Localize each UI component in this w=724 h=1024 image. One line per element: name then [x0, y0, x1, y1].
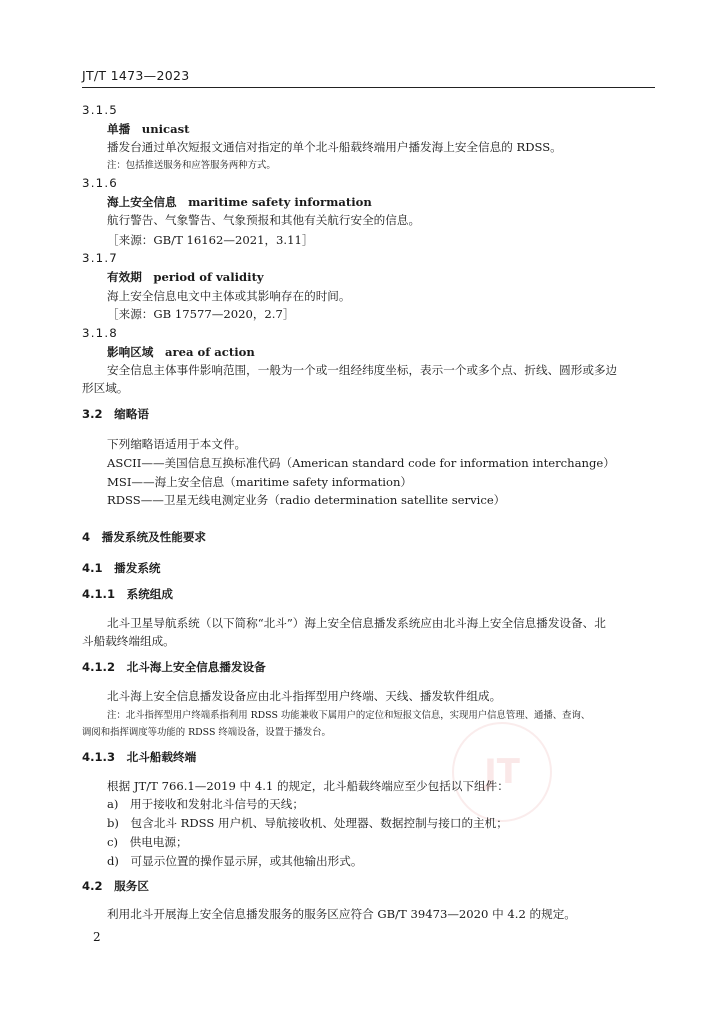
shipborne-terminal-intro: 根据 JT/T 766.1—2019 中 4.1 的规定，北斗船载终端应至少包括以下组件： — [107, 779, 509, 793]
clause-number-3-1-8: 3.1.8 — [82, 326, 119, 340]
list-item: b) 包含北斗 RDSS 用户机、导航接收机、处理器、数据控制与接口的主机； — [107, 816, 508, 830]
broadcast-equipment-note-line2: 调阅和指挥调度等功能的 RDSS 终端设备，设置于播发台。 — [82, 727, 331, 738]
system-composition-line1: 北斗卫星导航系统（以下简称“北斗”）海上安全信息播发系统应由北斗海上安全信息播发设备、北 — [107, 616, 606, 630]
watermark-seal: JT — [452, 722, 552, 822]
definition-area-line1: 安全信息主体事件影响范围，一般为一个或一组经纬度坐标，表示一个或多个点、折线、圆形或多边 — [107, 363, 618, 377]
section-heading-4: 4 播发系统及性能要求 — [82, 530, 207, 544]
source-msi: ［来源：GB/T 16162—2021，3.11］ — [107, 233, 314, 247]
note-unicast: 注：包括推送服务和应答服务两种方式。 — [107, 160, 276, 171]
list-item: c) 供电电源； — [107, 835, 188, 849]
definition-validity: 海上安全信息电文中主体或其影响存在的时间。 — [107, 289, 351, 303]
service-area-text: 利用北斗开展海上安全信息播发服务的服务区应符合 GB/T 39473—2020 中 4.2 的规定。 — [107, 907, 576, 921]
section-heading-3-2: 3.2 缩略语 — [82, 407, 149, 421]
section-heading-4-1-1: 4.1.1 系统组成 — [82, 587, 173, 601]
clause-number-3-1-5: 3.1.5 — [82, 103, 119, 117]
abbreviation-msi: MSI——海上安全信息（maritime safety information） — [107, 475, 413, 489]
source-validity: ［来源：GB 17577—2020，2.7］ — [107, 307, 295, 321]
list-item: d) 可显示位置的操作显示屏，或其他输出形式。 — [107, 854, 363, 868]
broadcast-equipment-text: 北斗海上安全信息播发设备应由北斗指挥型用户终端、天线、播发软件组成。 — [107, 689, 502, 703]
term-area-of-action: 影响区域 area of action — [107, 345, 255, 359]
page-number: 2 — [93, 930, 101, 944]
definition-unicast: 播发台通过单次短报文通信对指定的单个北斗船载终端用户播发海上安全信息的 RDSS。 — [107, 140, 562, 154]
clause-number-3-1-7: 3.1.7 — [82, 251, 119, 265]
term-unicast: 单播 unicast — [107, 122, 190, 136]
list-item: a) 用于接收和发射北斗信号的天线； — [107, 797, 304, 811]
definition-area-line2: 形区域。 — [82, 381, 129, 395]
clause-number-3-1-6: 3.1.6 — [82, 176, 119, 190]
term-validity: 有效期 period of validity — [107, 270, 264, 284]
term-msi: 海上安全信息 maritime safety information — [107, 195, 372, 209]
system-composition-line2: 斗船载终端组成。 — [82, 634, 175, 648]
broadcast-equipment-note-line1: 注：北斗指挥型用户终端系指利用 RDSS 功能兼收下属用户的定位和短报文信息，实现用户信息管理、通播、查询、 — [107, 710, 591, 721]
section-heading-4-1-2: 4.1.2 北斗海上安全信息播发设备 — [82, 660, 266, 674]
section-heading-4-1-3: 4.1.3 北斗船载终端 — [82, 750, 197, 764]
header-rule — [82, 87, 655, 88]
section-heading-4-1: 4.1 播发系统 — [82, 561, 161, 575]
abbreviations-intro: 下列缩略语适用于本文件。 — [107, 437, 247, 451]
document-code-header: JT/T 1473—2023 — [82, 68, 190, 83]
section-heading-4-2: 4.2 服务区 — [82, 879, 149, 893]
abbreviation-ascii: ASCII——美国信息互换标准代码（American standard code for information interchange） — [107, 456, 615, 470]
abbreviation-rdss: RDSS——卫星无线电测定业务（radio determination satellite service） — [107, 493, 506, 507]
definition-msi: 航行警告、气象警告、气象预报和其他有关航行安全的信息。 — [107, 213, 421, 227]
